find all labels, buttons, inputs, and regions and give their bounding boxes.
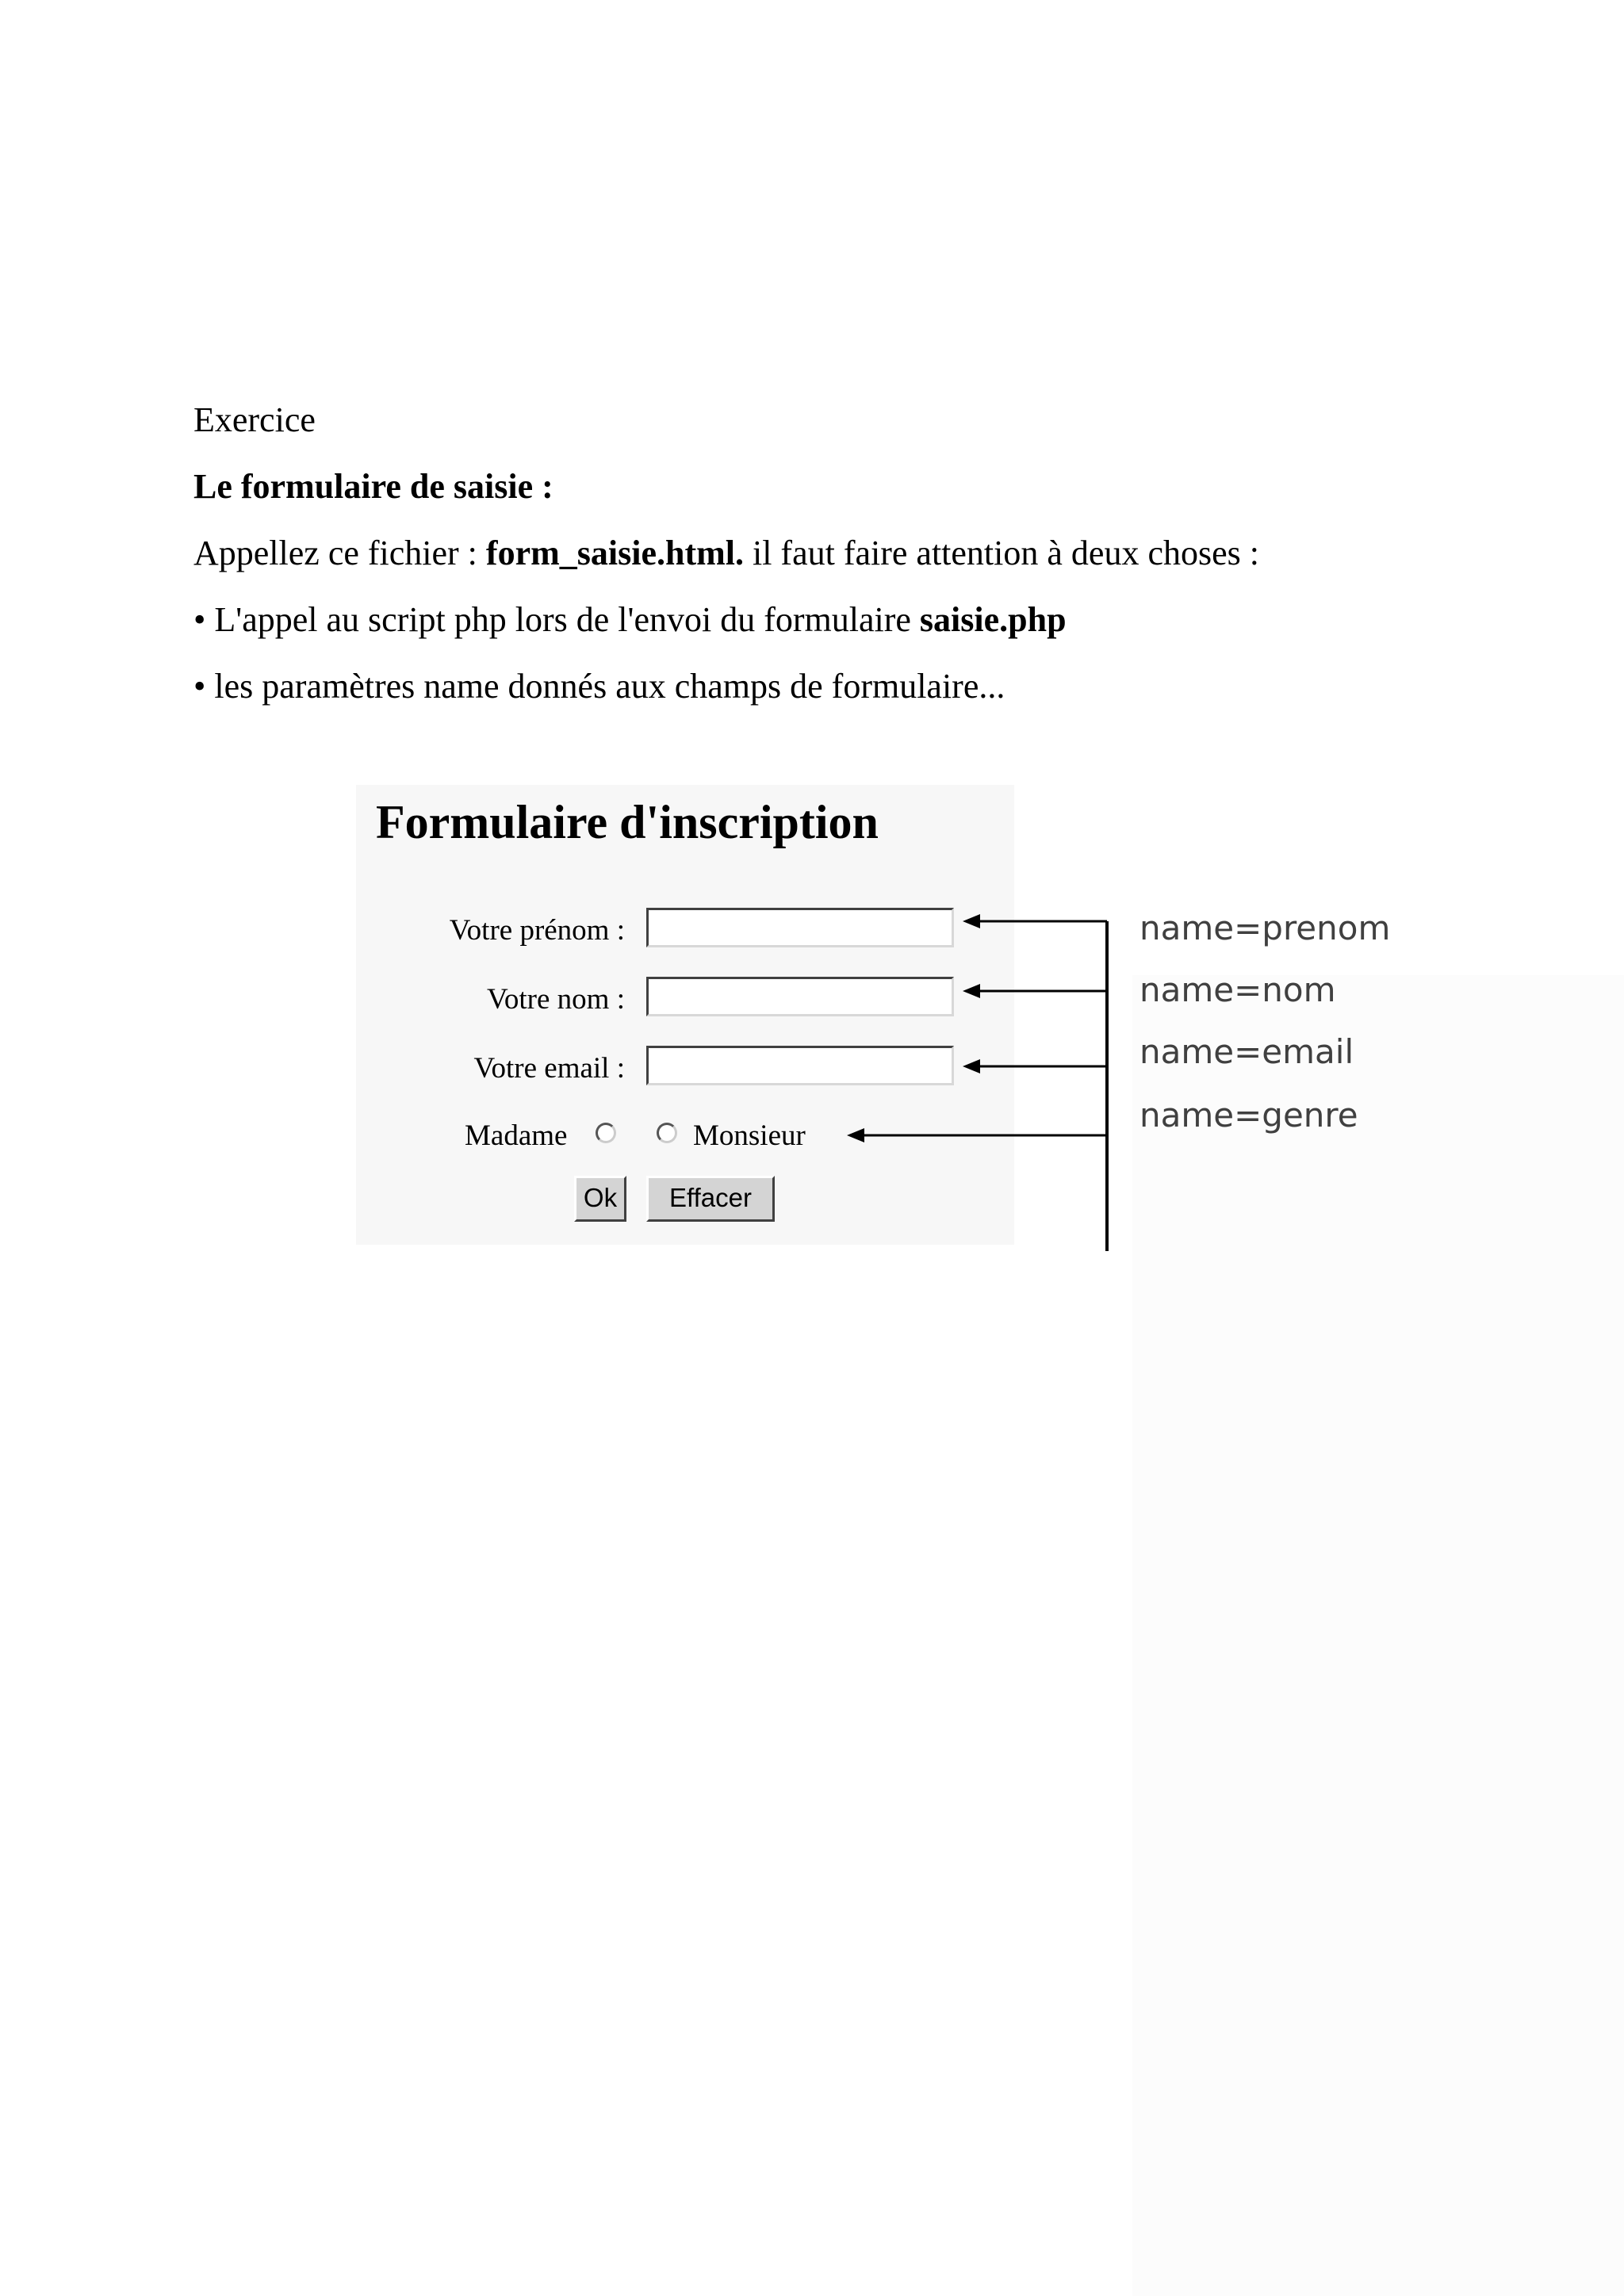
subheading: Le formulaire de saisie : <box>193 467 553 506</box>
label-nom: Votre nom : <box>486 983 625 1016</box>
arrowhead-prenom <box>963 914 980 928</box>
arrowhead-genre <box>847 1128 864 1142</box>
form-title: Formulaire d'inscription <box>376 796 879 848</box>
label-prenom: Votre prénom : <box>449 914 625 947</box>
bullet-names: • les paramètres name donnés aux champs de formulaire... <box>193 667 1005 706</box>
callout-genre: name=genre <box>1139 1096 1358 1135</box>
ok-button[interactable]: Ok <box>574 1176 626 1222</box>
label-madame: Madame <box>465 1119 568 1152</box>
reset-button[interactable]: Effacer <box>646 1176 775 1222</box>
arrowhead-email <box>963 1059 980 1073</box>
label-email: Votre email : <box>473 1052 625 1085</box>
callout-prenom: name=prenom <box>1139 909 1391 947</box>
script-name: saisie.php <box>919 600 1067 639</box>
callout-nom: name=nom <box>1139 970 1336 1009</box>
arrowhead-nom <box>963 984 980 998</box>
instruction-post: il faut faire attention à deux choses : <box>743 534 1259 572</box>
callout-email: name=email <box>1139 1032 1354 1071</box>
label-monsieur: Monsieur <box>693 1119 806 1152</box>
bullet-script-text: • L'appel au script php lors de l'envoi du formulaire <box>193 600 920 639</box>
instruction-pre: Appellez ce fichier : <box>193 534 486 572</box>
heading: Exercice <box>193 400 316 439</box>
filename: form_saisie.html. <box>485 534 744 572</box>
